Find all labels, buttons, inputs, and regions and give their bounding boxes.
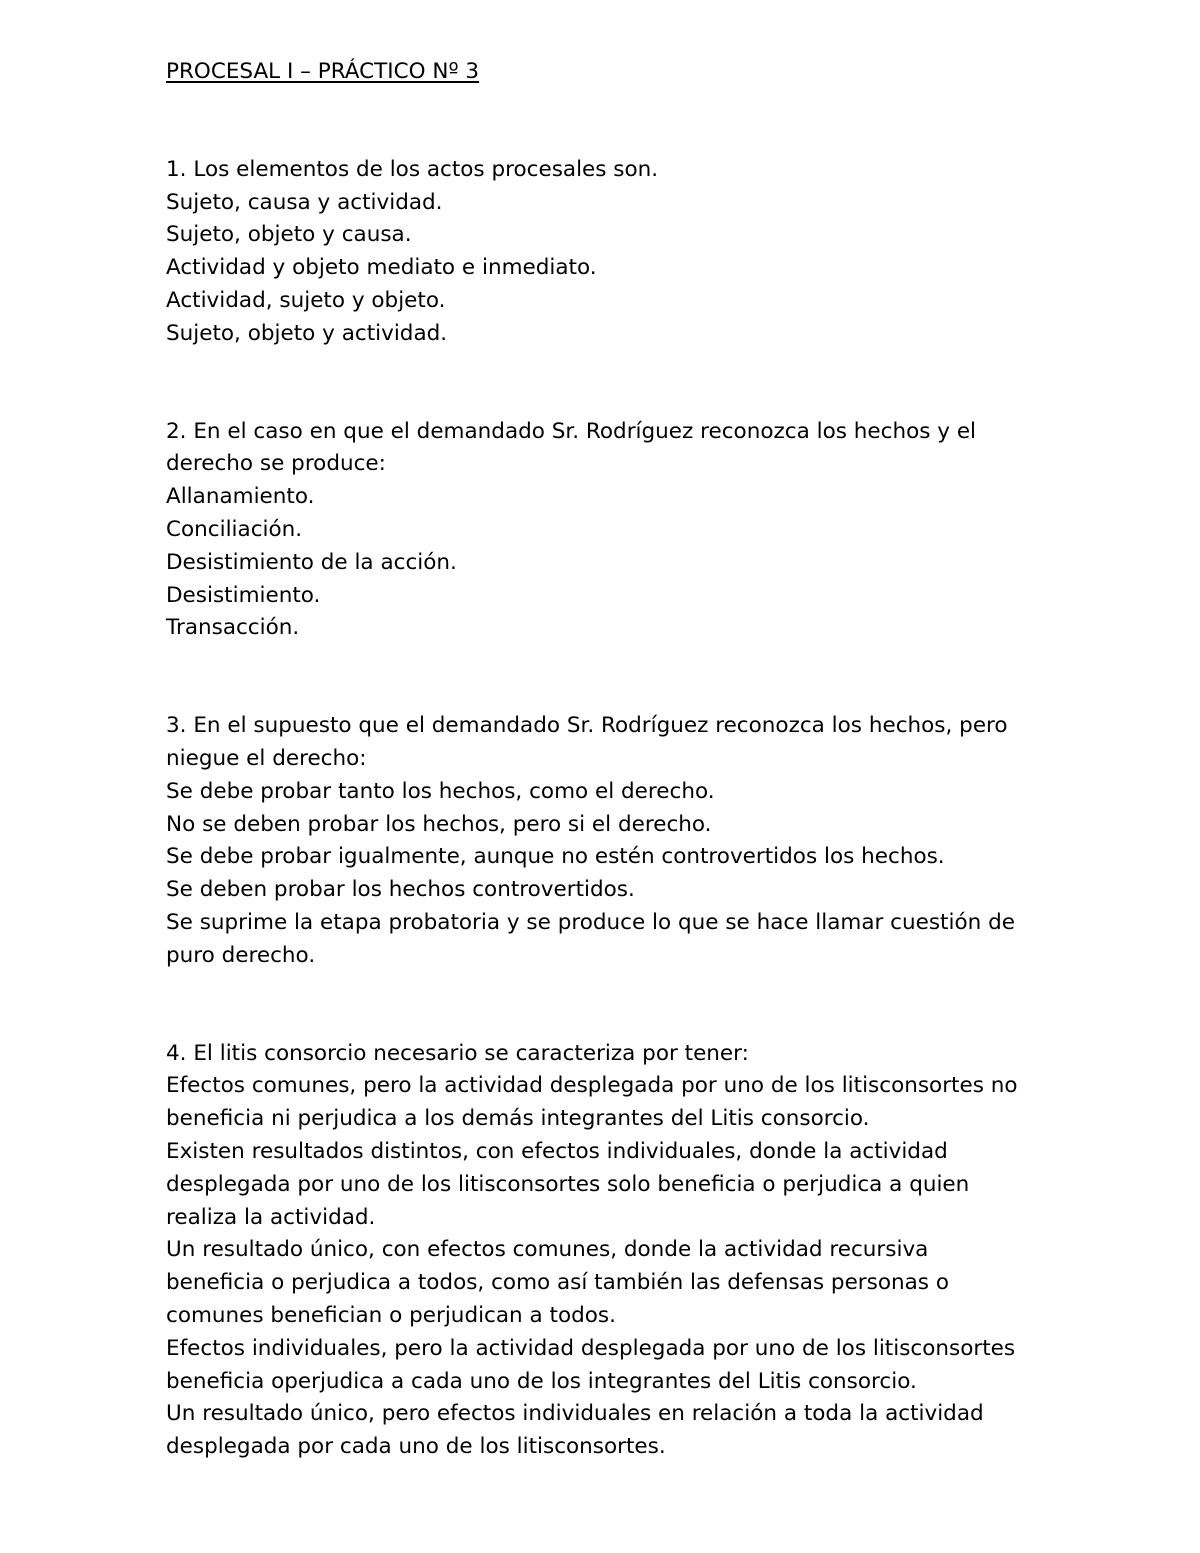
question-prompt: 4. El litis consorcio necesario se caracteriza por tener:: [166, 1040, 749, 1066]
answer-option: puro derecho.: [166, 942, 316, 968]
answer-option: Se debe probar igualmente, aunque no estén controvertidos los hechos.: [166, 844, 945, 870]
question-4: [166, 1038, 1066, 1464]
answer-option: beneficia ni perjudica a los demás integrantes del Litis consorcio.: [166, 1106, 870, 1132]
question-prompt: 2. En el caso en que el demandado Sr. Rodríguez reconozca los hechos y el: [166, 418, 977, 444]
answer-option: Transacción.: [166, 615, 300, 641]
answer-option: Se deben probar los hechos controvertidos.: [166, 877, 635, 903]
question-prompt: 3. En el supuesto que el demandado Sr. Rodríguez reconozca los hechos, pero: [166, 713, 1008, 739]
answer-option: Se debe probar tanto los hechos, como el derecho.: [166, 778, 715, 804]
answer-option: comunes benefician o perjudican a todos.: [166, 1302, 616, 1328]
question-prompt: niegue el derecho:: [166, 745, 367, 771]
document-title: PROCESAL I – PRÁCTICO Nº 3: [166, 59, 480, 84]
answer-option: Un resultado único, con efectos comunes, donde la actividad recursiva: [166, 1237, 929, 1263]
answer-option: Se suprime la etapa probatoria y se produce lo que se hace llamar cuestión de: [166, 909, 1015, 935]
question-1: [166, 154, 1066, 351]
question-prompt: 1. Los elementos de los actos procesales son.: [166, 156, 659, 182]
answer-option: Allanamiento.: [166, 484, 315, 510]
answer-option: Sujeto, objeto y actividad.: [166, 320, 448, 346]
answer-option: No se deben probar los hechos, pero si el derecho.: [166, 811, 712, 837]
answer-option: realiza la actividad.: [166, 1204, 376, 1230]
answer-option: Actividad, sujeto y objeto.: [166, 287, 446, 313]
answer-option: beneficia operjudica a cada uno de los integrantes del Litis consorcio.: [166, 1368, 917, 1394]
answer-option: Un resultado único, pero efectos individuales en relación a toda la actividad: [166, 1401, 984, 1427]
question-2: [166, 416, 1066, 646]
answer-option: Conciliación.: [166, 516, 303, 542]
document-body: [166, 56, 1066, 1464]
answer-option: Sujeto, objeto y causa.: [166, 222, 412, 248]
answer-option: desplegada por cada uno de los litisconsortes.: [166, 1434, 666, 1460]
question-3: [166, 710, 1066, 972]
answer-option: Desistimiento de la acción.: [166, 549, 457, 575]
answer-option: Actividad y objeto mediato e inmediato.: [166, 255, 597, 281]
answer-option: desplegada por uno de los litisconsortes solo beneficia o perjudica a quien: [166, 1171, 970, 1197]
answer-option: Efectos comunes, pero la actividad desplegada por uno de los litisconsortes no: [166, 1073, 1018, 1099]
answer-option: Sujeto, causa y actividad.: [166, 189, 443, 215]
answer-option: Existen resultados distintos, con efectos individuales, donde la actividad: [166, 1138, 948, 1164]
answer-option: beneficia o perjudica a todos, como así también las defensas personas o: [166, 1270, 949, 1296]
question-prompt: derecho se produce:: [166, 451, 386, 477]
answer-option: Efectos individuales, pero la actividad desplegada por uno de los litisconsortes: [166, 1335, 1016, 1361]
answer-option: Desistimiento.: [166, 582, 321, 608]
